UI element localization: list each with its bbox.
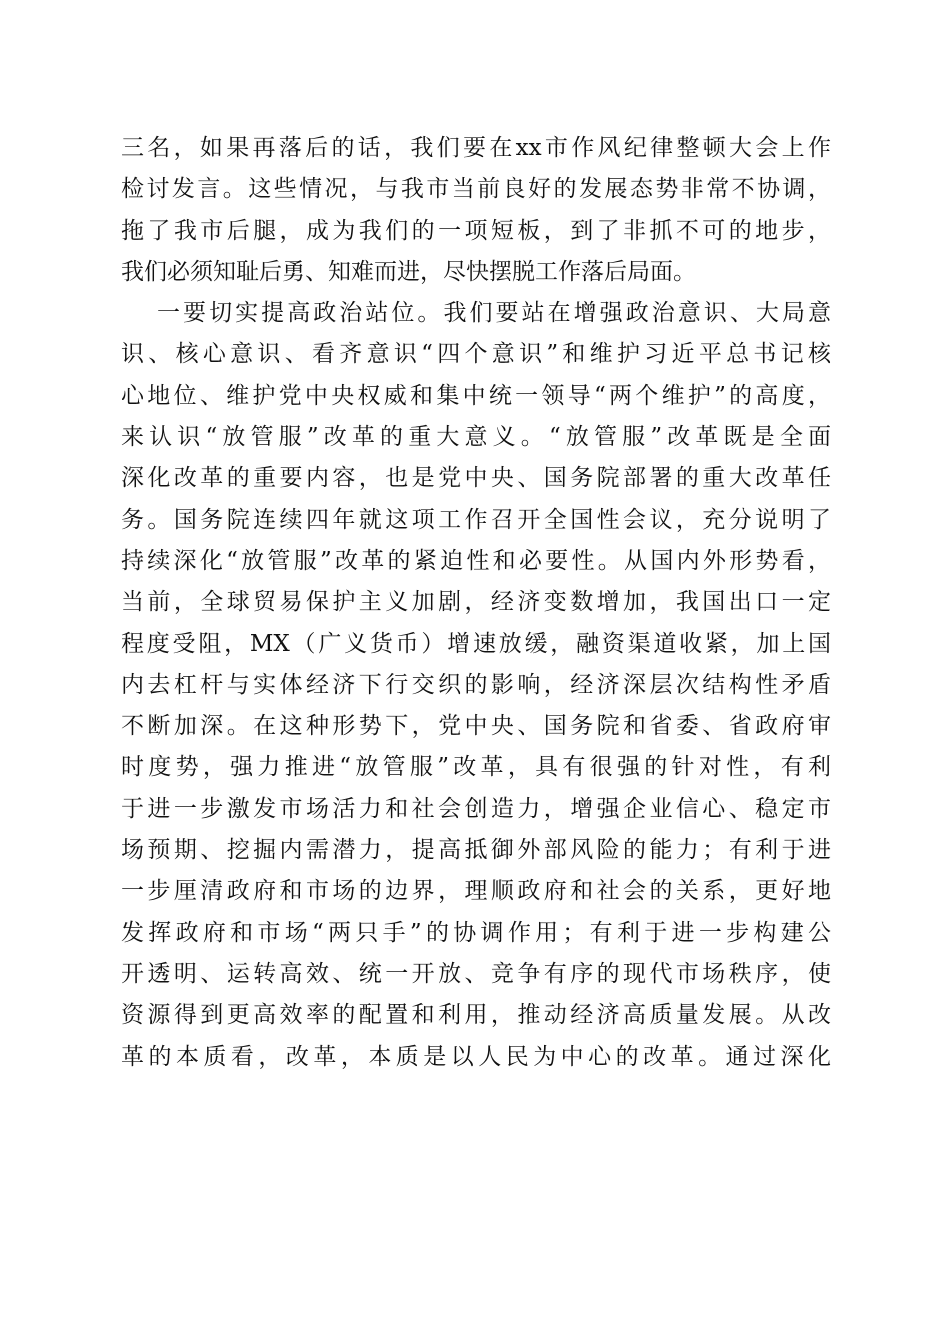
text-line: 发挥政府和市场“两只手”的协调作用；有利于进一步构建公 — [121, 919, 831, 946]
text-line: 深化改革的重要内容，也是党中央、国务院部署的重大改革任 — [121, 465, 831, 492]
text-line: 心地位、维护党中央权威和集中统一领导“两个维护”的高度， — [121, 382, 831, 409]
text-line: 于进一步激发市场活力和社会创造力，增强企业信心、稳定市 — [121, 795, 831, 822]
text-line: 检讨发言。这些情况，与我市当前良好的发展态势非常不协调， — [121, 176, 831, 203]
text-line: 拖了我市后腿，成为我们的一项短板，到了非抓不可的地步， — [121, 217, 831, 244]
text-line: 来认识“放管服”改革的重大意义。“放管服”改革既是全面 — [121, 424, 831, 451]
text-line: 我们必须知耻后勇、知难而进，尽快摆脱工作落后局面。 — [121, 258, 696, 285]
paragraph-first-line: 一要切实提高政治站位。我们要站在增强政治意识、大局意 — [157, 300, 831, 327]
text-line: 不断加深。在这种形势下，党中央、国务院和省委、省政府审 — [121, 713, 831, 740]
text-line: 革的本质看，改革，本质是以人民为中心的改革。通过深化 — [121, 1043, 831, 1070]
text-line: 场预期、挖掘内需潜力，提高抵御外部风险的能力；有利于进 — [121, 837, 831, 864]
text-line: 务。国务院连续四年就这项工作召开全国性会议，充分说明了 — [121, 506, 831, 533]
text-line: 程度受阻，MX（广义货币）增速放缓，融资渠道收紧，加上国 — [121, 630, 831, 657]
text-line: 时度势，强力推进“放管服”改革，具有很强的针对性，有利 — [121, 754, 831, 781]
text-line: 当前，全球贸易保护主义加剧，经济变数增加，我国出口一定 — [121, 589, 831, 616]
text-line: 内去杠杆与实体经济下行交织的影响，经济深层次结构性矛盾 — [121, 671, 831, 698]
text-line: 资源得到更高效率的配置和利用，推动经济高质量发展。从改 — [121, 1002, 831, 1029]
text-line: 识、核心意识、看齐意识“四个意识”和维护习近平总书记核 — [121, 341, 831, 368]
body-text — [121, 128, 831, 1078]
text-line: 一步厘清政府和市场的边界，理顺政府和社会的关系，更好地 — [121, 878, 831, 905]
text-line: 开透明、运转高效、统一开放、竞争有序的现代市场秩序，使 — [121, 960, 831, 987]
text-line: 三名，如果再落后的话，我们要在xx市作风纪律整顿大会上作 — [121, 135, 831, 161]
text-line: 持续深化“放管服”改革的紧迫性和必要性。从国内外形势看， — [121, 547, 831, 574]
